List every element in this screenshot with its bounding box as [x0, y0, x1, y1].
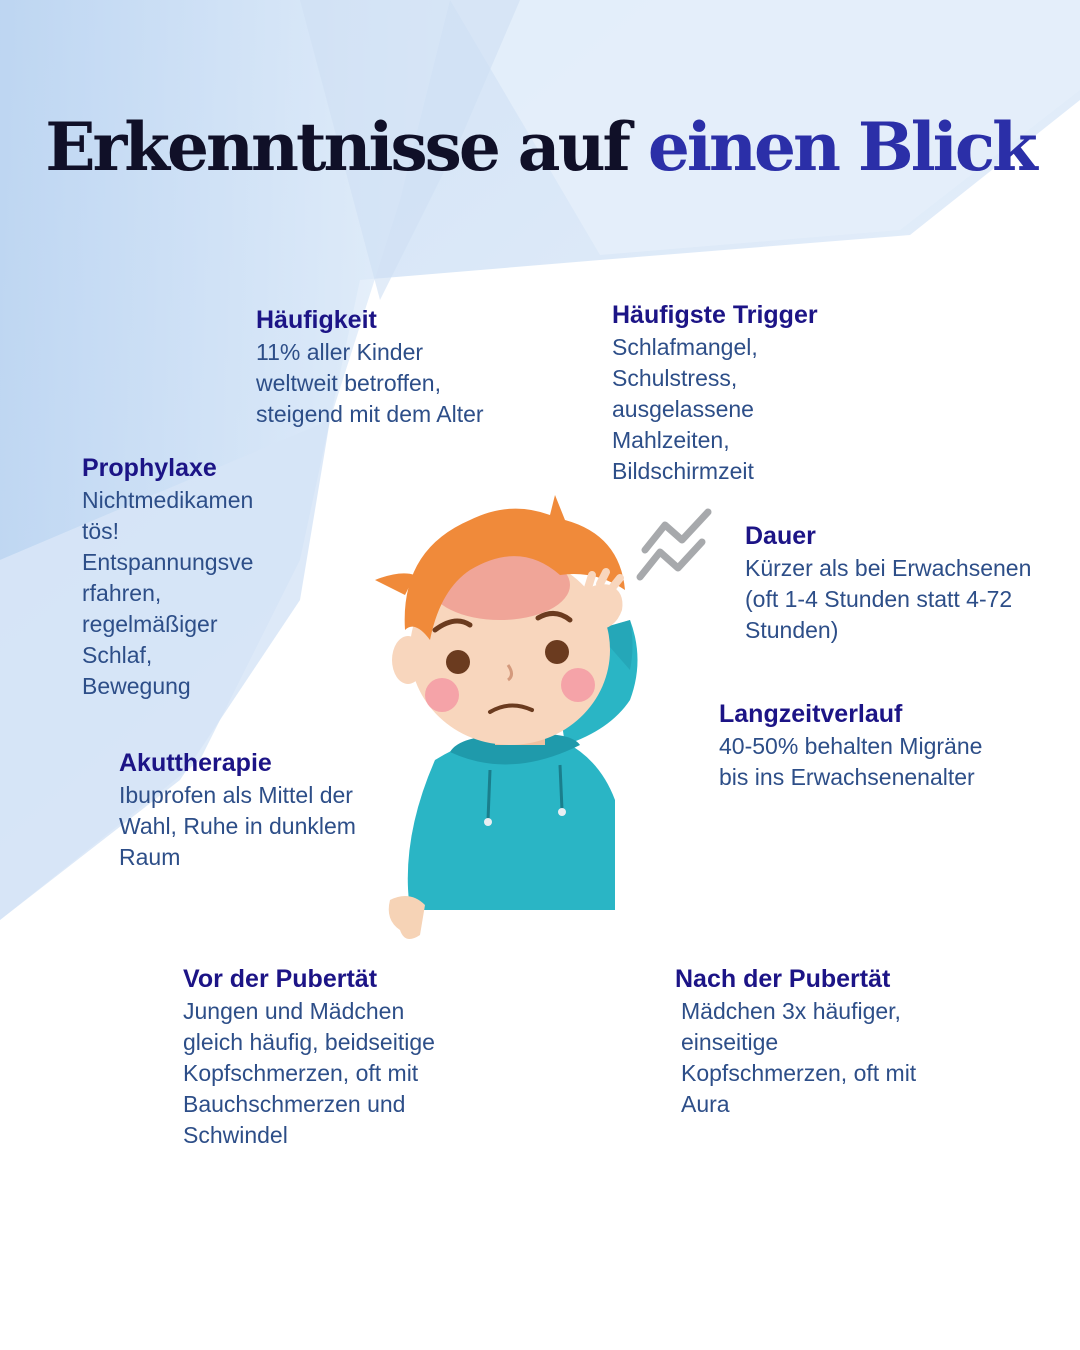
section-akuttherapie	[119, 746, 356, 873]
section-haeufigkeit	[256, 303, 484, 430]
page-title	[0, 108, 1080, 186]
section-heading: Vor der Pubertät	[183, 965, 378, 993]
section-line: Wahl, Ruhe in dunklem	[119, 813, 356, 839]
section-line: Mädchen 3x häufiger,	[681, 998, 901, 1024]
section-line: gleich häufig, beidseitige	[183, 1029, 435, 1055]
section-line: 11% aller Kinder	[256, 339, 424, 365]
section-line: Bildschirmzeit	[612, 458, 754, 484]
section-line: Jungen und Mädchen	[183, 998, 405, 1024]
section-line: tös!	[82, 518, 120, 544]
section-heading: Akuttherapie	[119, 749, 272, 777]
section-line: 40-50% behalten Migräne	[719, 733, 983, 759]
section-line: weltweit betroffen,	[256, 370, 441, 396]
section-line: Stunden)	[745, 617, 839, 643]
section-line: Schlaf,	[82, 642, 153, 668]
section-line: Nichtmedikamen	[82, 487, 254, 513]
section-line: einseitige	[681, 1029, 779, 1055]
section-line: Raum	[119, 844, 181, 870]
title-part-accent: einen Blick	[647, 108, 1035, 186]
section-heading: Häufigkeit	[256, 306, 377, 334]
section-line: Kopfschmerzen, oft mit	[183, 1060, 419, 1086]
section-prophylaxe	[82, 451, 253, 702]
section-line: Kopfschmerzen, oft mit	[681, 1060, 917, 1086]
section-line: Bauchschmerzen und	[183, 1091, 406, 1117]
section-line: ausgelassene	[612, 396, 754, 422]
section-line: Aura	[681, 1091, 730, 1117]
zigzag-pain-icon	[640, 512, 708, 577]
section-line: rfahren,	[82, 580, 162, 606]
section-line: (oft 1-4 Stunden statt 4-72	[745, 586, 1013, 612]
section-line: Mahlzeiten,	[612, 427, 730, 453]
section-heading: Prophylaxe	[82, 454, 217, 482]
section-line: Schwindel	[183, 1122, 288, 1148]
section-line: Ibuprofen als Mittel der	[119, 782, 353, 808]
section-heading: Häufigste Trigger	[612, 301, 818, 329]
section-line: Entspannungsve	[82, 549, 254, 575]
section-heading: Langzeitverlauf	[719, 700, 903, 728]
section-heading: Dauer	[745, 522, 816, 550]
section-line: steigend mit dem Alter	[256, 401, 484, 427]
section-line: regelmäßiger	[82, 611, 218, 637]
title-part-dark: Erkenntnisse auf	[45, 108, 648, 186]
section-heading: Nach der Pubertät	[675, 965, 891, 993]
child-headache-illustration	[360, 480, 720, 960]
section-line: bis ins Erwachsenenalter	[719, 764, 975, 790]
section-trigger	[612, 298, 818, 487]
section-line: Bewegung	[82, 673, 191, 699]
section-langzeitverlauf	[719, 697, 982, 793]
section-line: Schulstress,	[612, 365, 738, 391]
section-dauer	[745, 519, 1031, 646]
section-line: Schlafmangel,	[612, 334, 758, 360]
section-vor-pubertaet	[183, 962, 435, 1151]
section-nach-pubertaet	[675, 962, 916, 1120]
section-line: Kürzer als bei Erwachsenen	[745, 555, 1032, 581]
